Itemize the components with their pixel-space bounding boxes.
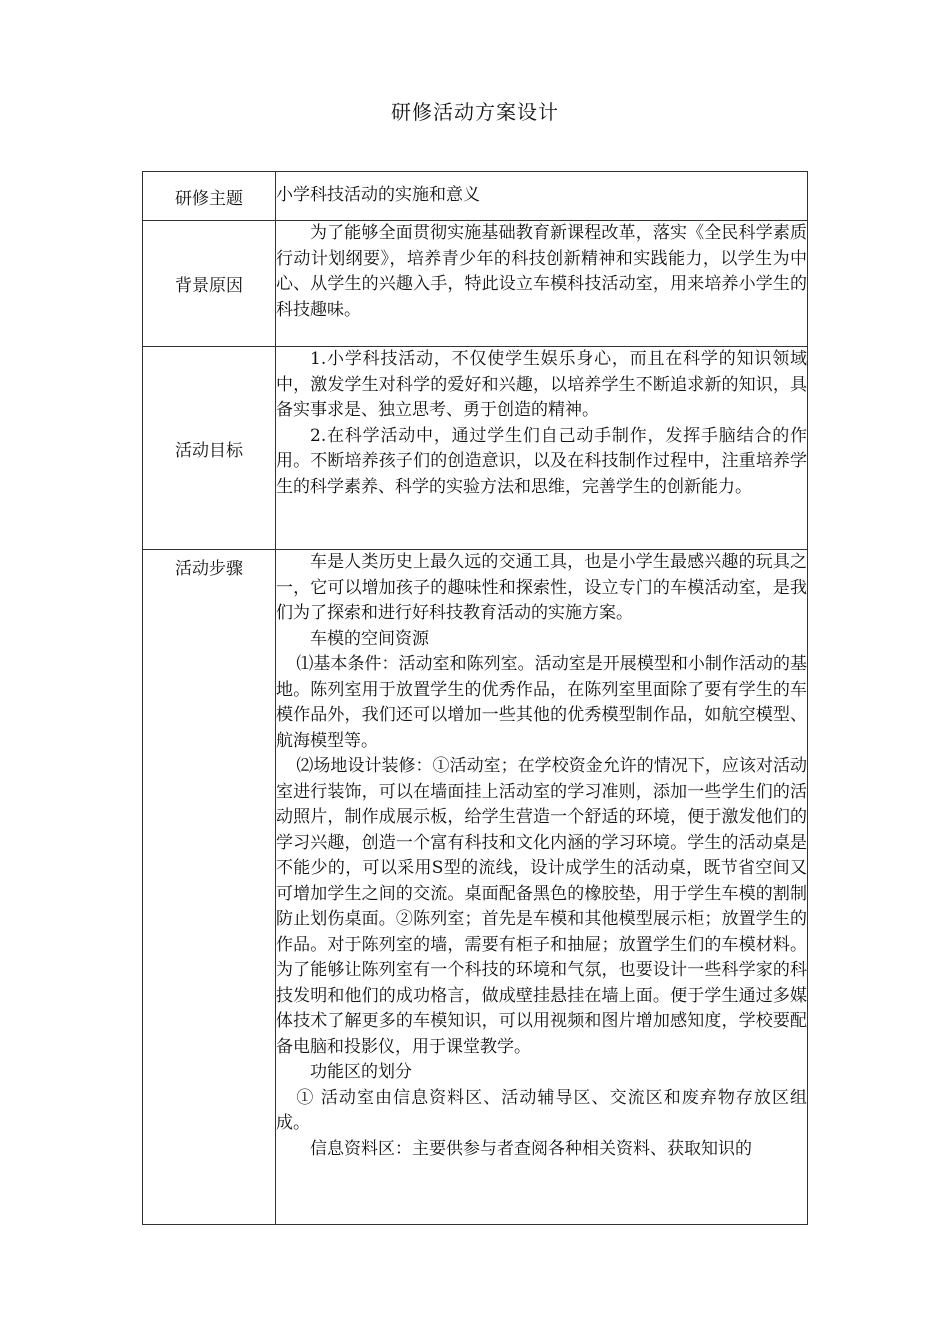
background-text: 为了能够全面贯彻实施基础教育新课程改革，落实《全民科学素质行动计划纲要》，培养青少年的科技创新精神和实践能力，以学生为中心、从学生的兴趣入手，特此设立车模科技活动室，用来培养小学生的科技趣味。 — [276, 223, 807, 320]
theme-label: 研修主题 — [143, 172, 276, 221]
steps-paragraph-info: 信息资料区：主要供参与者查阅各种相关资料、获取知识的 — [310, 1138, 752, 1159]
steps-heading-space: 车模的空间资源 — [310, 628, 429, 649]
steps-heading-zones: 功能区的划分 — [310, 1062, 412, 1082]
theme-value: 小学科技活动的实施和意义 — [276, 172, 808, 221]
document-title: 研修活动方案设计 — [391, 100, 559, 124]
steps-paragraph-design: ⑵场地设计装修：①活动室；在学校资金允许的情况下，应该对活动室进行装饰，可以在墙面挂上活动室的学习准则，添加一些学生们的活动照片，制作成展示板，给学生营造一个舒适的环境，便于激发他们的学习兴趣，创造一个富有科技和文化内涵的学习环境。学生的活动桌是不能少的，可以采用S型的流线，设计成学生的活动桌，既节省空间又可增加学生之间的交流。桌面配备黑色的橡胶垫，用于学生车模的割制防止划伤桌面。②陈列室；首先是车模和其他模型展示柜；放置学生的作品。对于陈列室的墙，需要有柜子和抽屉；放置学生们的车模材料。为了能够让陈列室有一个科技的环境和气氛，也要设计一些科学家的科技发明和他们的成功格言，做成壁挂悬挂在墙上面。便于学生通过多媒体技术了解更多的车模知识，可以用视频和图片增加感知度，学校要配备电脑和投影仪，用于课堂教学。 — [276, 756, 807, 1057]
background-label: 背景原因 — [143, 221, 276, 347]
goal-item-2: 2.在科学活动中，通过学生们自己动手制作，发挥手脑结合的作用。不断培养孩子们的创造意识，以及在科技制作过程中，注重培养学生的科学素养、科学的实验方法和思维，完善学生的创新能力。 — [276, 425, 807, 497]
steps-label: 活动步骤 — [143, 550, 276, 1225]
plan-table — [142, 171, 808, 1225]
table-row-background — [143, 221, 808, 347]
table-row-steps — [143, 550, 808, 1225]
steps-cell — [276, 550, 808, 1225]
goal-item-1: 1.小学科技活动，不仅使学生娱乐身心，而且在科学的知识领域中，激发学生对科学的爱好和兴趣，以培养学生不断追求新的知识，具备实事求是、独立思考、勇于创造的精神。 — [276, 349, 807, 420]
steps-paragraph-basic: ⑴基本条件：活动室和陈列室。活动室是开展模型和小制作活动的基地。陈列室用于放置学生的优秀作品，在陈列室里面除了要有学生的车模作品外，我们还可以增加一些其他的优秀模型制作品，如航空模型、航海模型等。 — [276, 654, 807, 751]
goals-cell — [276, 347, 808, 550]
background-cell — [276, 221, 808, 347]
table-row-theme — [143, 172, 808, 221]
steps-paragraph-intro: 车是人类历史上最久远的交通工具，也是小学生最感兴趣的玩具之一，它可以增加孩子的趣味性和探索性，设立专门的车模活动室，是我们为了探索和进行好科技教育活动的实施方案。 — [276, 552, 807, 623]
goals-label: 活动目标 — [143, 347, 276, 550]
steps-paragraph-zones: ① 活动室由信息资料区、活动辅导区、交流区和废弃物存放区组成。 — [276, 1087, 807, 1133]
table-row-goals — [143, 347, 808, 550]
